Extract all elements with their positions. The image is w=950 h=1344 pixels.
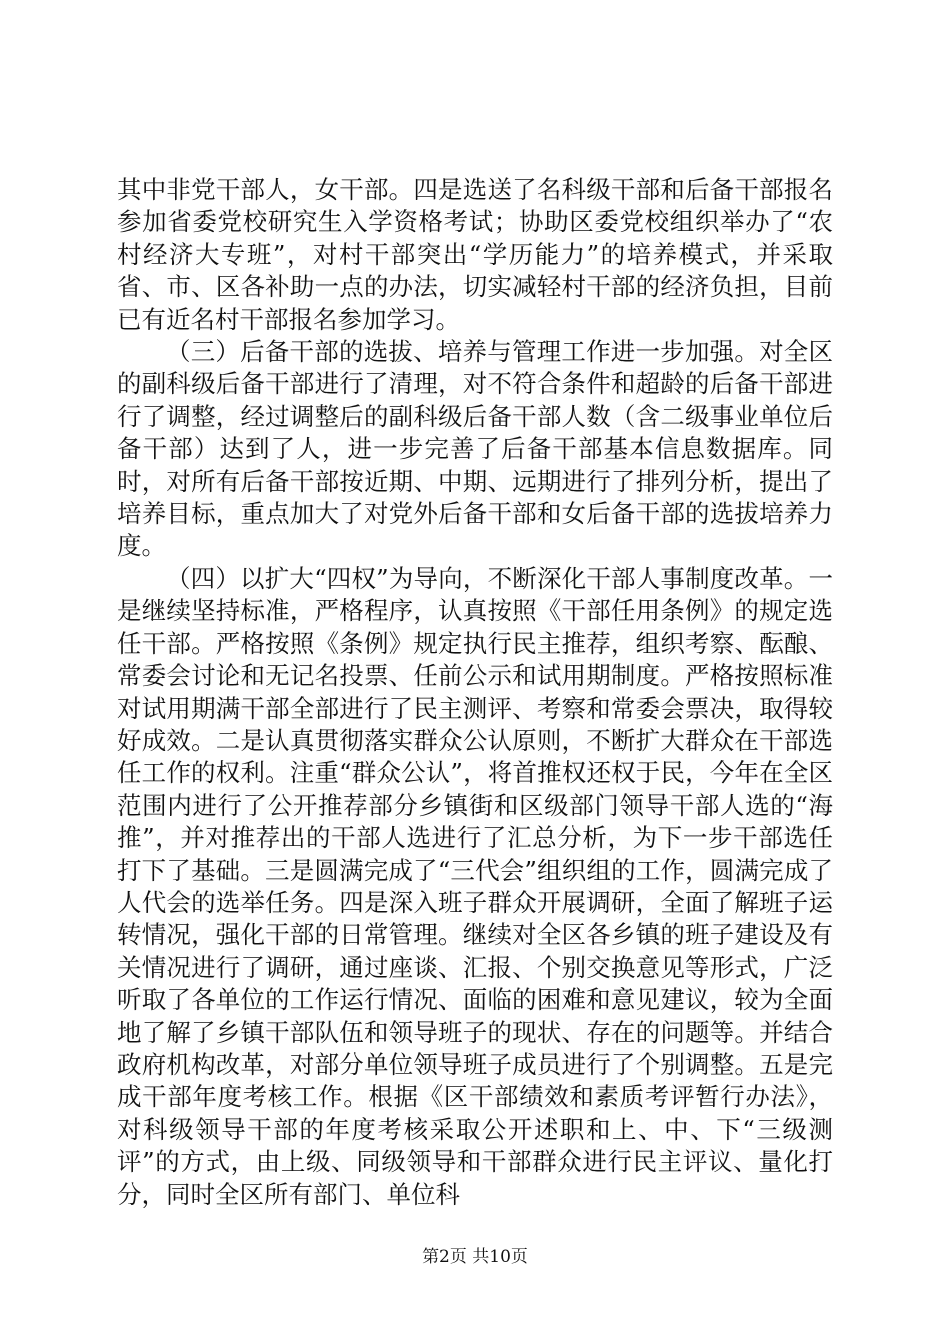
paragraph-reserve-cadres: （三）后备干部的选拔、培养与管理工作进一步加强。对全区的副科级后备干部进行了清理，对不符合条件和超龄的后备干部进行了调整，经过调整后的副科级后备干部人数（含二级事业单位后备干部）达到了人，进一步完善了后备干部基本信息数据库。同时，对所有后备干部按近期、中期、远期进行了排列分析，提出了培养目标，重点加大了对党外后备干部和女后备干部的选拔培养力度。 [117, 337, 833, 561]
page-number-footer: 第2页 共10页 [422, 1247, 528, 1267]
paragraph-personnel-reform: （四）以扩大“四权”为导向，不断深化干部人事制度改革。一是继续坚持标准，严格程序，认真按照《干部任用条例》的规定选任干部。严格按照《条例》规定执行民主推荐，组织考察、酝酿、常委会讨论和无记名投票、任前公示和试用期制度。严格按照标准对试用期满干部全部进行了民主测评、考察和常委会票决，取得较好成效。二是认真贯彻落实群众公认原则，不断扩大群众在干部选任工作的权利。注重“群众公认”，将首推权还权于民，今年在全区范围内进行了公开推荐部分乡镇街和区级部门领导干部人选的“海推”，并对推荐出的干部人选进行了汇总分析，为下一步干部选任打下了基础。三是圆满完成了“三代会”组织组的工作，圆满完成了人代会的选举任务。四是深入班子群众开展调研，全面了解班子运转情况，强化干部的日常管理。继续对全区各乡镇的班子建设及有关情况进行了调研，通过座谈、汇报、个别交换意见等形式，广泛听取了各单位的工作运行情况、面临的困难和意见建议，较为全面地了解了乡镇干部队伍和领导班子的现状、存在的问题等。并结合政府机构改革，对部分单位领导班子成员进行了个别调整。五是完成干部年度考核工作。根据《区干部绩效和素质考评暂行办法》，对科级领导干部的年度考核采取公开述职和上、中、下“三级测评”的方式，由上级、同级领导和干部群众进行民主评议、量化打分，同时全区所有部门、单位科 [117, 563, 833, 1209]
document-body [117, 174, 833, 1211]
paragraph-continuation: 其中非党干部人，女干部。四是选送了名科级干部和后备干部报名参加省委党校研究生入学资格考试；协助区委党校组织举办了“农村经济大专班”，对村干部突出“学历能力”的培养模式，并采取省、市、区各补助一点的办法，切实减轻村干部的经济负担，目前已有近名村干部报名参加学习。 [117, 175, 833, 334]
